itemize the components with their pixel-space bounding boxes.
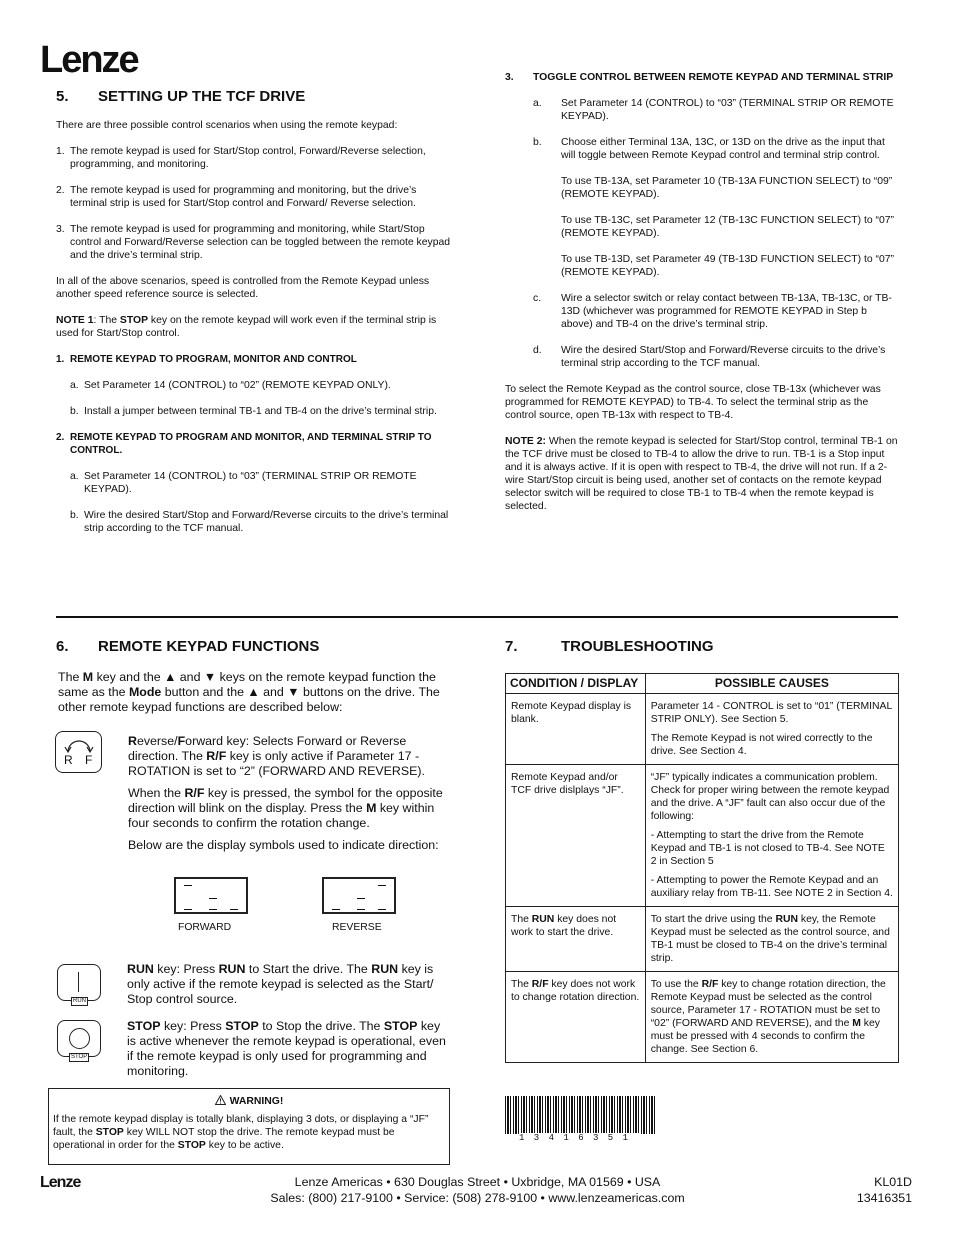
list-text: Set Parameter 14 (CONTROL) to “02” (REMOTE KEYPAD ONLY).	[84, 380, 391, 391]
cell-text: The	[511, 914, 532, 925]
warning-text-part: key to be active.	[205, 1140, 284, 1151]
subsection-1-items	[56, 379, 452, 418]
stop-text: key is active whenever the remote keypad is operational, even if the remote keypad is only used for programming and monitoring.	[127, 1019, 446, 1078]
footer-line-1: Lenze Americas • 630 Douglas Street • Uxbridge, MA 01569 • USA	[294, 1175, 661, 1189]
speed-paragraph: In all of the above scenarios, speed is controlled from the Remote Keypad unless another speed reference source is selected.	[56, 276, 430, 300]
list-item	[56, 223, 452, 262]
run-key-description	[127, 962, 450, 1007]
section-6-intro	[58, 670, 450, 715]
condition-cell: Remote Keypad and/or TCF drive dislplays “JF”.	[506, 765, 646, 907]
list-text: Wire the desired Start/Stop and Forward/Reverse circuits to the drive’s terminal strip according to the TCF manual.	[84, 510, 449, 534]
list-item	[70, 470, 452, 496]
subsection-3-heading	[505, 71, 898, 84]
stop-text: key: Press	[160, 1019, 226, 1033]
list-text: Set Parameter 14 (CONTROL) to “03” (TERMINAL STRIP OR REMOTE KEYPAD).	[561, 98, 894, 122]
segment	[332, 909, 340, 910]
list-text: Set Parameter 14 (CONTROL) to “03” (TERMINAL STRIP OR REMOTE KEYPAD).	[84, 471, 417, 495]
list-item	[70, 379, 452, 392]
list-text: Choose either Terminal 13A, 13C, or 13D on the drive as the input that will toggle between Remote Keypad control and terminal strip control.	[561, 137, 885, 161]
cause-text: - Attempting to start the drive from the Remote Keypad and TB-1 is not closed to TB-4. See NOTE 2 in Section 5	[650, 830, 885, 867]
run-key-label: RUN	[73, 998, 86, 1004]
condition-cell	[506, 907, 646, 972]
list-marker: a.	[70, 471, 79, 482]
list-item	[70, 405, 452, 418]
intro-text: button and the ▲ and ▼ buttons on the drive. The other remote keypad functions are described below:	[58, 685, 440, 714]
select-paragraph: To select the Remote Keypad as the control source, close TB-13x (whichever was programmed for REMOTE KEYPAD) to TB-4. To select the terminal strip as the control source, open TB-13x with respect to TB-4.	[505, 384, 881, 421]
footer-line-2: Sales: (800) 217-9100 • Service: (508) 278-9100 • www.lenzeamericas.com	[270, 1191, 685, 1205]
list-marker: c.	[533, 293, 542, 304]
note-text: : The	[93, 315, 120, 326]
segment	[378, 885, 386, 886]
tb13d-instruction: To use TB-13D, set Parameter 49 (TB-13D FUNCTION SELECT) to “07” (REMOTE KEYPAD).	[561, 254, 894, 278]
intro-text: key and the ▲ and ▼ keys on the remote keypad function the same as the	[58, 670, 436, 699]
cell-text: To start the drive using the	[650, 914, 776, 925]
forward-display	[174, 877, 248, 914]
footer-logo: Lenze	[40, 1174, 81, 1191]
rf-text: R/F	[206, 749, 227, 763]
note-label: NOTE 1	[56, 315, 94, 326]
list-marker: a.	[533, 98, 542, 109]
rf-key-icon	[55, 731, 102, 773]
list-item	[56, 145, 452, 171]
column-header-condition: CONDITION / DISPLAY	[506, 674, 646, 694]
causes-cell	[645, 694, 898, 765]
rf-text: key is only active if Parameter 17 - ROTATION is set to “2” (FORWARD AND REVERSE).	[128, 749, 425, 778]
note-text: STOP	[119, 315, 149, 326]
cell-text: R/F	[531, 979, 549, 990]
table-row	[506, 907, 899, 972]
segment	[378, 909, 386, 910]
warning-box	[48, 1088, 450, 1165]
subsection-2-items	[56, 470, 452, 535]
run-text: RUN	[127, 962, 154, 976]
cause-text: - Attempting to power the Remote Keypad and an auxiliary relay from TB-11. See NOTE 2 in Section 4.	[650, 875, 893, 899]
cell-text: key does not work to start the drive.	[511, 914, 617, 938]
list-item	[505, 292, 898, 331]
run-key-icon	[57, 964, 101, 1001]
warning-text	[49, 1107, 449, 1152]
list-marker: b.	[533, 137, 542, 148]
table-row	[506, 694, 899, 765]
list-item	[70, 509, 452, 535]
warning-text-part: STOP	[177, 1140, 206, 1151]
cell-text: To use the	[650, 979, 702, 990]
note-label: NOTE 2:	[505, 436, 546, 447]
part-number: 13416351	[856, 1191, 912, 1205]
cause-text: “JF” typically indicates a communication problem. Check for proper wiring between the remote keypad and the drive. A “JF” fault can also occur due of the following:	[650, 772, 890, 822]
list-marker: b.	[70, 510, 79, 521]
section-5-heading	[56, 88, 452, 105]
condition-cell: Remote Keypad display is blank.	[506, 694, 646, 765]
segment	[184, 885, 192, 886]
list-text: Wire a selector switch or relay contact between TB-13A, TB-13C, or TB-13D (whichever was programmed for REMOTE KEYPAD in Step b above) and TB-4 on the drive’s terminal strip.	[561, 293, 892, 330]
rotate-arrows-icon	[56, 732, 101, 772]
segment	[209, 909, 217, 910]
rf-text: M	[366, 801, 377, 815]
section-title: TROUBLESHOOTING	[561, 638, 714, 655]
list-marker: 3.	[505, 72, 514, 83]
warning-text-part: If the remote keypad display is totally blank, displaying 3 dots, or displaying a “JF” fault, the	[53, 1114, 429, 1138]
stop-text: STOP	[127, 1019, 161, 1033]
section-number: 5.	[56, 88, 69, 105]
cell-text: key must be pressed with 4 seconds to confirm the change. See Section 6.	[650, 1018, 880, 1055]
column-header-causes: POSSIBLE CAUSES	[645, 674, 898, 694]
subsection-title: REMOTE KEYPAD TO PROGRAM AND MONITOR, AND TERMINAL STRIP TO CONTROL.	[70, 432, 432, 456]
rf-text: F	[177, 734, 186, 748]
section-5-intro: There are three possible control scenarios when using the remote keypad:	[56, 120, 398, 131]
list-item	[505, 344, 898, 370]
subsection-title: REMOTE KEYPAD TO PROGRAM, MONITOR AND CONTROL	[70, 354, 357, 365]
subsection-1-heading	[56, 353, 452, 366]
segment	[184, 909, 192, 910]
document-code: KL01D	[874, 1175, 912, 1189]
section-5-continued	[505, 71, 898, 526]
run-line-icon	[78, 972, 79, 992]
rf-text: When the	[128, 786, 185, 800]
segment	[209, 898, 217, 899]
rf-key-description	[128, 734, 448, 853]
cell-text: key does not work to change rotation direction.	[511, 979, 640, 1003]
segment	[357, 898, 365, 899]
warning-text-part: key WILL NOT stop the drive. The remote keypad must be operational in order for the	[53, 1127, 395, 1151]
warning-title	[49, 1095, 449, 1107]
list-text: Install a jumper between terminal TB-1 and TB-4 on the drive’s terminal strip.	[84, 406, 437, 417]
stop-key-description	[127, 1019, 450, 1079]
rf-key-label-r: R	[64, 753, 73, 767]
list-item	[56, 184, 452, 210]
list-text: The remote keypad is used for programming and monitoring, while Start/Stop control and Forward/Reverse selection can be toggled between the remote keypad and the drive’s terminal strip.	[70, 224, 451, 261]
cell-text: R/F	[701, 979, 719, 990]
list-marker: 2.	[56, 185, 65, 196]
tb13a-instruction: To use TB-13A, set Parameter 10 (TB-13A FUNCTION SELECT) to “09” (REMOTE KEYPAD).	[561, 176, 893, 200]
table-row	[506, 765, 899, 907]
section-divider	[56, 616, 898, 618]
reverse-label: REVERSE	[332, 922, 382, 933]
intro-text: Mode	[128, 685, 162, 699]
table-row	[506, 972, 899, 1063]
cell-text: RUN	[531, 914, 555, 925]
list-marker: a.	[70, 380, 79, 391]
condition-cell	[506, 972, 646, 1063]
lenze-logo: Lenze	[40, 39, 138, 81]
cell-text: key, the Remote Keypad must be selected as the control source, and TB-1 must be closed to TB-4 on the drive’s terminal strip.	[650, 914, 890, 964]
subsection-2-heading	[56, 431, 452, 457]
rf-text: orward key: Selects Forward or Reverse direction. The	[128, 734, 407, 763]
list-item	[505, 97, 898, 123]
barcode-bars	[505, 1096, 655, 1134]
section-number: 7.	[505, 638, 518, 655]
intro-text: The	[58, 670, 83, 684]
causes-cell	[645, 907, 898, 972]
stop-key-label: STOP	[71, 1054, 88, 1060]
run-text: to Start the drive. The	[245, 962, 372, 976]
cell-text: The	[511, 979, 532, 990]
warning-text-part: STOP	[95, 1127, 124, 1138]
warning-triangle-icon	[215, 1095, 226, 1105]
stop-circle-icon	[69, 1028, 90, 1049]
rf-text: key within four seconds to confirm the rotation change.	[128, 801, 435, 830]
tb13c-instruction: To use TB-13C, set Parameter 12 (TB-13C FUNCTION SELECT) to “07” (REMOTE KEYPAD).	[561, 215, 894, 239]
footer-codes	[840, 1174, 912, 1206]
intro-text: M	[82, 670, 94, 684]
section-number: 6.	[56, 638, 69, 655]
stop-key-icon	[57, 1020, 101, 1057]
stop-text: STOP	[383, 1019, 418, 1033]
section-title: SETTING UP THE TCF DRIVE	[98, 88, 306, 105]
barcode-digits: 1 3 4 1 6 3 5 1	[519, 1133, 641, 1143]
rf-key-label-f: F	[85, 753, 93, 767]
display-symbols-caption: Below are the display symbols used to indicate direction:	[128, 838, 439, 852]
list-text: The remote keypad is used for programming and monitoring, but the drive’s terminal strip is used for Start/Stop control and Forward/ Reverse selection.	[70, 185, 417, 209]
list-text: Wire the desired Start/Stop and Forward/Reverse circuits to the drive’s terminal strip according to the TCF manual.	[561, 345, 886, 369]
barcode	[505, 1096, 655, 1141]
section-5	[56, 88, 452, 548]
list-marker: 2.	[56, 432, 65, 443]
reverse-display	[322, 877, 396, 914]
run-text: RUN	[371, 962, 399, 976]
subsection-title: TOGGLE CONTROL BETWEEN REMOTE KEYPAD AND TERMINAL STRIP	[533, 72, 894, 83]
rf-text: R/F	[184, 786, 205, 800]
list-marker: b.	[70, 406, 79, 417]
note-2	[505, 435, 898, 513]
list-marker: 1.	[56, 146, 65, 157]
cause-text: The Remote Keypad is not wired correctly to the drive. See Section 4.	[650, 733, 873, 757]
run-text: RUN	[218, 962, 246, 976]
causes-cell	[645, 765, 898, 907]
causes-cell	[645, 972, 898, 1063]
segment	[357, 909, 365, 910]
section-7-heading	[505, 638, 714, 655]
cause-text: Parameter 14 - CONTROL is set to “01” (TERMINAL STRIP ONLY). See Section 5.	[650, 701, 892, 725]
cell-text: key to change rotation direction, the Remote Keypad must be selected as the control source, Parameter 17 - ROTATION must be set to “02” (FORWARD AND REVERSE), and the	[650, 979, 886, 1029]
list-item	[505, 136, 898, 162]
rf-text: R	[128, 734, 137, 748]
troubleshooting-table	[505, 673, 899, 1063]
warning-title-text: WARNING!	[229, 1096, 284, 1107]
list-marker: 1.	[56, 354, 65, 365]
cell-text: RUN	[775, 914, 798, 925]
run-text: key: Press	[153, 962, 219, 976]
section-6-heading	[56, 638, 319, 655]
list-marker: 3.	[56, 224, 65, 235]
forward-label: FORWARD	[178, 922, 232, 933]
cell-text: M	[852, 1018, 861, 1029]
footer-address	[230, 1174, 725, 1206]
stop-text: STOP	[225, 1019, 259, 1033]
stop-text: to Stop the drive. The	[258, 1019, 384, 1033]
note-1	[56, 314, 452, 340]
list-marker: d.	[533, 345, 542, 356]
section-title: REMOTE KEYPAD FUNCTIONS	[98, 638, 320, 655]
table-header-row	[506, 674, 899, 694]
note-text: When the remote keypad is selected for Start/Stop control, terminal TB-1 on the TCF drive must be closed to TB-4 to allow the drive to run. TB-1 is a Stop input and it is always active. If it is open with respect to TB-4, the drive will not run. If a 2-wire Start/Stop circuit is being used, another set of contacts on the remote keypad selector switch will be required to close TB-1 to TB-4 when the remote keypad is selected.	[505, 436, 898, 512]
run-text: key is only active if the remote keypad is selected as the Start/ Stop control source.	[127, 962, 434, 1006]
rf-text: key is pressed, the symbol for the opposite direction will blink on the display. Press the	[128, 786, 443, 815]
note-text: key on the remote keypad will work even if the terminal strip is used for Start/Stop control.	[56, 315, 437, 339]
list-text: The remote keypad is used for Start/Stop control, Forward/Reverse selection, programming, and monitoring.	[70, 146, 426, 170]
segment	[230, 909, 238, 910]
rf-text: everse/	[136, 734, 178, 748]
